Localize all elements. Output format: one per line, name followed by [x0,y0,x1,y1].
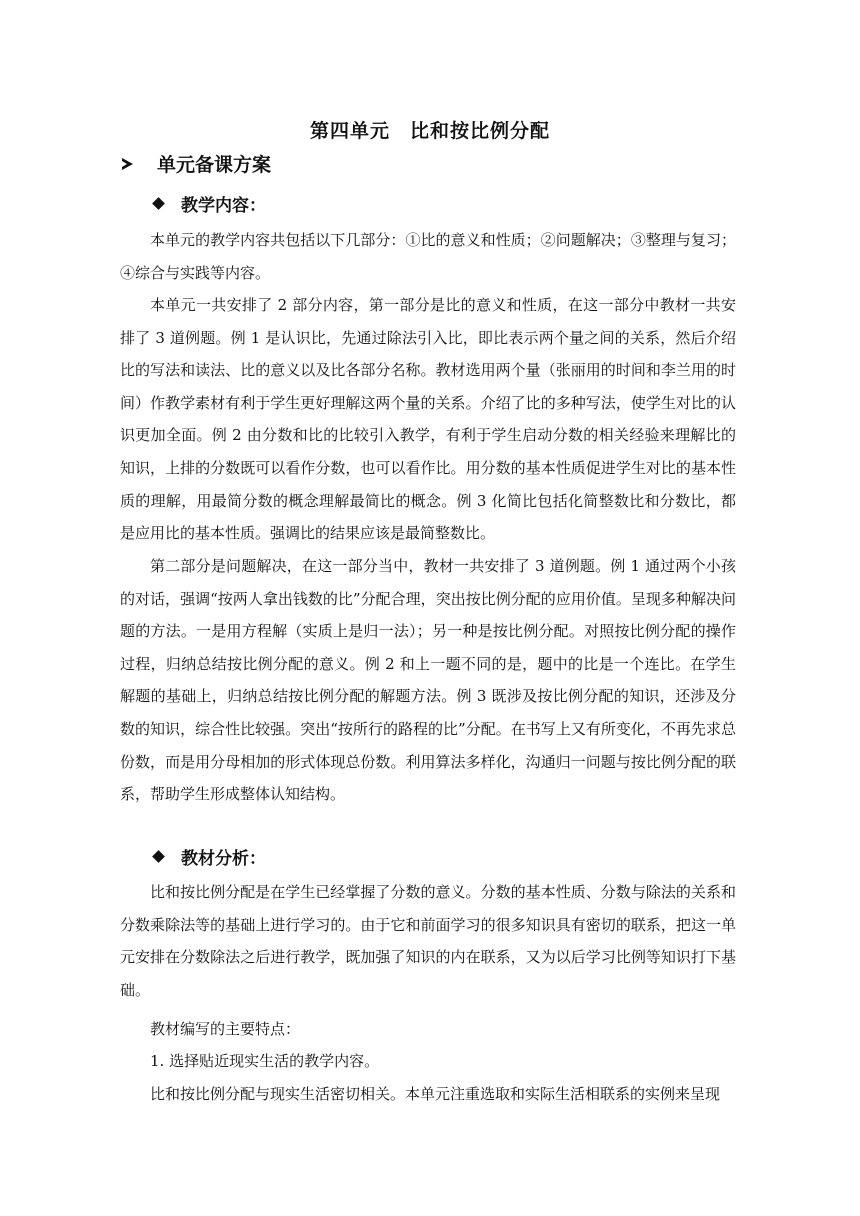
paragraph: 本单元的教学内容共包括以下几部分：①比的意义和性质；②问题解决；③整理与复习；④综合与实践等内容。 [120,231,736,282]
diamond-bullet-icon [152,197,165,210]
document-title: 第四单元 比和按比例分配 [309,120,550,142]
feature-item: 1. 选择贴近现实生活的教学内容。 [150,1052,380,1070]
arrow-bullet-icon [122,158,133,170]
paragraph: 本单元一共安排了 2 部分内容，第一部分是比的意义和性质，在这一部分中教材一共安排了 3 道例题。例 1 是认识比，先通过除法引入比，即比表示两个量之间的关系，然后介绍比的写法和读法、比的意义以及比各部分名称。教材选用两个量（张丽用的时间和李兰用的时间）作教学素材有利于学生更好理解这两个量的关系。介绍了比的多种写法，使学生对比的认识更加全面。例 2 由分数和比的比较引入教学，有利于学生启动分数的相关经验来理解比的知识，上排的分数既可以看作分数，也可以看作比。用分数的基本性质促进学生对比的基本性质的理解，用最简分数的概念理解最简比的概念。例 3 化简比包括化简整数比和分数比，都是应用比的基本性质。强调比的结果应该是最简整数比。 [120,296,736,543]
subsection-heading-teaching-content [152,191,266,216]
subsection-heading-text: 教材分析： [181,849,266,869]
section-heading-text: 单元备课方案 [157,154,272,176]
subsection-heading-text: 教学内容： [181,196,266,216]
paragraph: 第二部分是问题解决，在这一部分当中，教材一共安排了 3 道例题。例 1 通过两个小孩的对话，强调“按两人拿出钱数的比”分配合理，突出按比例分配的应用价值。呈现多种解决问题的方法。一是用方程解（实质上是归一法）；另一种是按比例分配。对照按比例分配的操作过程，归纳总结按比例分配的意义。例 2 和上一题不同的是，题中的比是一个连比。在学生解题的基础上，归纳总结按比例分配的解题方法。例 3 既涉及按比例分配的知识，还涉及分数的知识，综合性比较强。突出“按所行的路程的比”分配。在书写上又有所变化，不再先求总份数，而是用分母相加的形式体现总份数。利用算法多样化，沟通归一问题与按比例分配的联系，帮助学生形成整体认知结构。 [120,557,736,804]
paragraph: 比和按比例分配是在学生已经掌握了分数的意义。分数的基本性质、分数与除法的关系和分数乘除法等的基础上进行学习的。由于它和前面学习的很多知识具有密切的联系，把这一单元安排在分数除法之后进行教学，既加强了知识的内在联系，又为以后学习比例等知识打下基础。 [120,883,736,999]
subsection-heading-textbook-analysis [152,844,266,869]
diamond-bullet-icon [152,850,165,863]
features-intro: 教材编写的主要特点： [150,1020,301,1038]
section-heading [122,150,271,177]
paragraph-last-line: 比和按比例分配与现实生活密切相关。本单元注重选取和实际生活相联系的实例来呈现 [150,1085,721,1103]
